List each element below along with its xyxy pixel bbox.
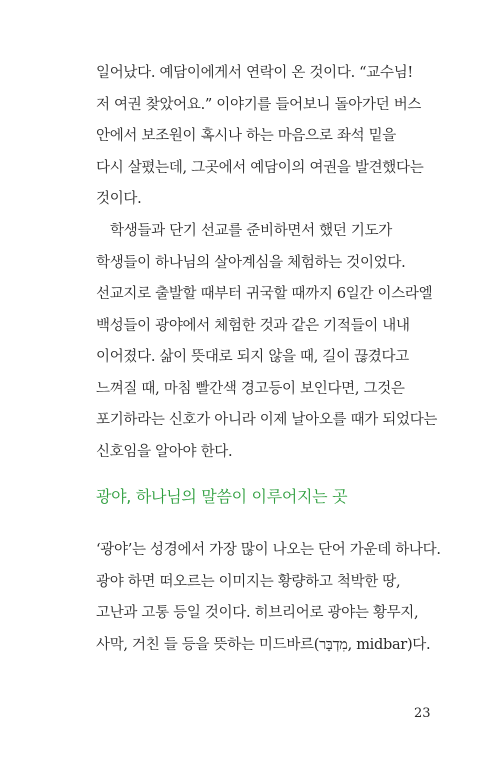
text-line: 다시 살폈는데, 그곳에서 예담이의 여권을 발견했다는 — [96, 159, 424, 176]
page-number: 23 — [414, 706, 431, 721]
text-line: 고난과 고통 등일 것이다. 히브리어로 광야는 황무지, — [96, 605, 419, 621]
text-line: 일어났다. 예담이에게서 연락이 온 것이다. “교수님! — [96, 65, 413, 81]
text-line: 선교지로 출발할 때부터 귀국할 때까지 6일간 이스라엘 — [96, 286, 433, 302]
text-line: 것이다. — [96, 191, 142, 207]
text-line: 백성들이 광야에서 체험한 것과 같은 기적들이 내내 — [96, 317, 410, 334]
paragraph-1 — [96, 58, 441, 216]
text-line: 이어졌다. 삶이 뜻대로 되지 않을 때, 길이 끊겼다고 — [96, 349, 409, 365]
text-line: 학생들이 하나님의 살아계심을 체험하는 것이었다. — [96, 254, 406, 271]
text-line: 광야 하면 떠오르는 이미지는 황량하고 척박한 땅, — [96, 573, 401, 590]
text-line: 신호임을 알아야 한다. — [96, 443, 233, 460]
text-line: 안에서 보조원이 혹시나 하는 마음으로 좌석 밑을 — [96, 128, 396, 144]
text-line: 사막, 거친 들 등을 뜻하는 미드바르(מִדְבָּר, midbar)다. — [96, 636, 431, 653]
section-heading: 광야, 하나님의 말씀이 이루어지는 곳 — [96, 487, 348, 506]
paragraph-2 — [96, 216, 441, 468]
text-line: 저 여권 찾았어요.” 이야기를 들어보니 돌아가던 버스 — [96, 96, 422, 113]
text-line: 포기하라는 신호가 아니라 이제 날아오를 때가 되었다는 — [96, 412, 438, 428]
text-line: ‘광야’는 성경에서 가장 많이 나오는 단어 가운데 하나다. — [96, 542, 441, 558]
text-line: 학생들과 단기 선교를 준비하면서 했던 기도가 — [110, 223, 392, 239]
paragraph-3 — [96, 535, 441, 661]
text-line: 느껴질 때, 마침 빨간색 경고등이 보인다면, 그것은 — [96, 380, 405, 397]
